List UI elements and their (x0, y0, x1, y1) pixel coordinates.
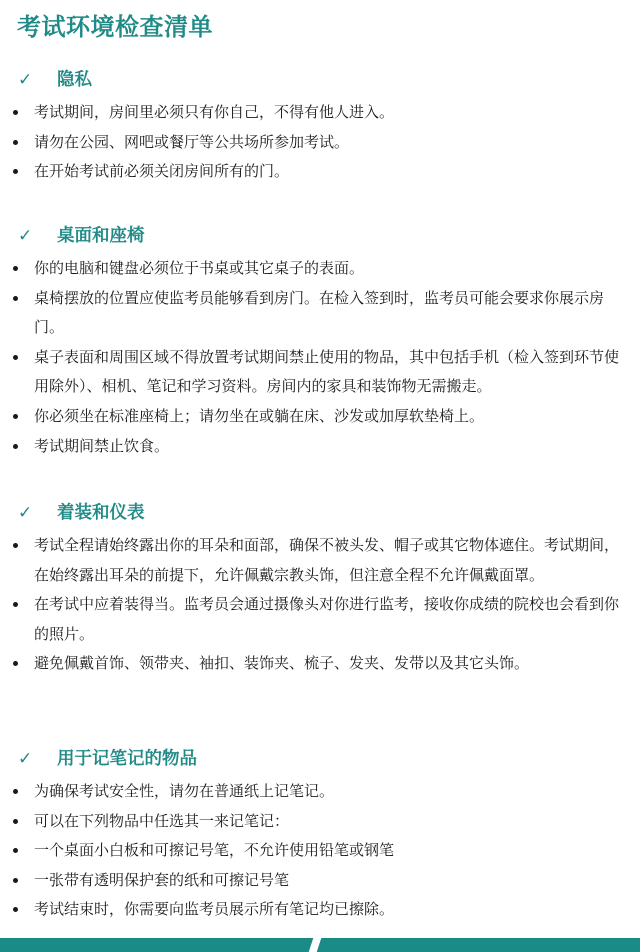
bullet-dot-icon (13, 543, 18, 548)
section-attire-and-appearance (0, 501, 640, 679)
list-item (0, 836, 640, 866)
page-title: 考试环境检查清单 (17, 13, 213, 41)
item-text: 避免佩戴首饰、领带夹、袖扣、装饰夹、梳子、发夹、发带以及其它头饰。 (34, 654, 530, 673)
section-header (0, 501, 640, 531)
item-text: 可以在下列物品中任选其一来记笔记： (34, 811, 290, 830)
bullet-dot-icon (13, 907, 18, 912)
section-note-taking-items (0, 747, 640, 925)
bullet-dot-icon (13, 789, 18, 794)
section-title: 隐私 (57, 70, 92, 90)
check-mark-icon: ✓ (18, 70, 33, 90)
item-text: 考试全程请始终露出你的耳朵和面部，确保不被头发、帽子或其它物体遮住。考试期间，在始终露出耳朵的前提下，允许佩戴宗教头饰，但注意全程不允许佩戴面罩。 (34, 536, 620, 584)
section-desk-and-chair (0, 224, 640, 461)
item-text: 在开始考试前必须关闭房间所有的门。 (34, 162, 290, 181)
section-header (0, 68, 640, 98)
list-item (0, 128, 640, 158)
bullet-dot-icon (13, 444, 18, 449)
list-item (0, 807, 640, 837)
bullet-dot-icon (13, 602, 18, 607)
check-mark-icon: ✓ (18, 503, 33, 523)
section-privacy (0, 68, 640, 187)
bullet-dot-icon (13, 414, 18, 419)
section-title: 用于记笔记的物品 (57, 749, 197, 769)
list-item (0, 895, 640, 925)
check-mark-icon: ✓ (18, 749, 33, 769)
item-text: 你必须坐在标准座椅上；请勿坐在或躺在床、沙发或加厚软垫椅上。 (34, 406, 485, 425)
item-text: 为确保考试安全性，请勿在普通纸上记笔记。 (34, 782, 335, 800)
bullet-dot-icon (13, 110, 18, 115)
bullet-dot-icon (13, 266, 18, 271)
checklist (0, 531, 640, 679)
bullet-dot-icon (13, 296, 18, 301)
section-title: 着装和仪表 (57, 503, 145, 523)
list-item (0, 254, 640, 284)
checklist (0, 254, 640, 461)
list-item (0, 98, 640, 128)
item-text: 桌椅摆放的位置应使监考员能够看到房门。在检入签到时，监考员可能会要求你展示房门。 (34, 288, 605, 337)
list-item (0, 866, 640, 896)
item-text: 考试期间，房间里必须只有你自己，不得有他人进入。 (34, 103, 395, 121)
item-text: 桌子表面和周围区域不得放置考试期间禁止使用的物品，其中包括手机（检入签到环节使用除外）、相机、笔记和学习资料。房间内的家具和装饰物无需搬走。 (34, 347, 620, 396)
item-text: 一个桌面小白板和可擦记号笔，不允许使用铅笔或钢笔 (34, 841, 395, 860)
bullet-dot-icon (13, 661, 18, 666)
list-item (0, 157, 640, 187)
section-header (0, 224, 640, 254)
list-item (0, 777, 640, 807)
item-text: 考试期间禁止饮食。 (34, 436, 170, 455)
footer-bar (0, 938, 640, 952)
check-mark-icon: ✓ (18, 226, 33, 246)
list-item (0, 284, 640, 343)
section-header (0, 747, 640, 777)
bullet-dot-icon (13, 355, 18, 360)
bullet-dot-icon (13, 169, 18, 174)
list-item (0, 402, 640, 432)
checklist (0, 98, 640, 187)
bullet-dot-icon (13, 140, 18, 145)
bullet-dot-icon (13, 878, 18, 883)
list-item (0, 343, 640, 402)
list-item (0, 590, 640, 649)
item-text: 在考试中应着装得当。监考员会通过摄像头对你进行监考，接收你成绩的院校也会看到你的照片。 (34, 595, 620, 643)
item-text: 你的电脑和键盘必须位于书桌或其它桌子的表面。 (34, 259, 365, 277)
section-title: 桌面和座椅 (57, 226, 145, 246)
footer-divider (309, 938, 322, 952)
bullet-dot-icon (13, 848, 18, 853)
bullet-dot-icon (13, 819, 18, 824)
item-text: 请勿在公园、网吧或餐厅等公共场所参加考试。 (34, 132, 350, 151)
checklist (0, 777, 640, 925)
item-text: 考试结束时，你需要向监考员展示所有笔记均已擦除。 (34, 900, 395, 919)
list-item (0, 531, 640, 590)
list-item (0, 649, 640, 679)
list-item (0, 432, 640, 462)
item-text: 一张带有透明保护套的纸和可擦记号笔 (34, 870, 290, 889)
